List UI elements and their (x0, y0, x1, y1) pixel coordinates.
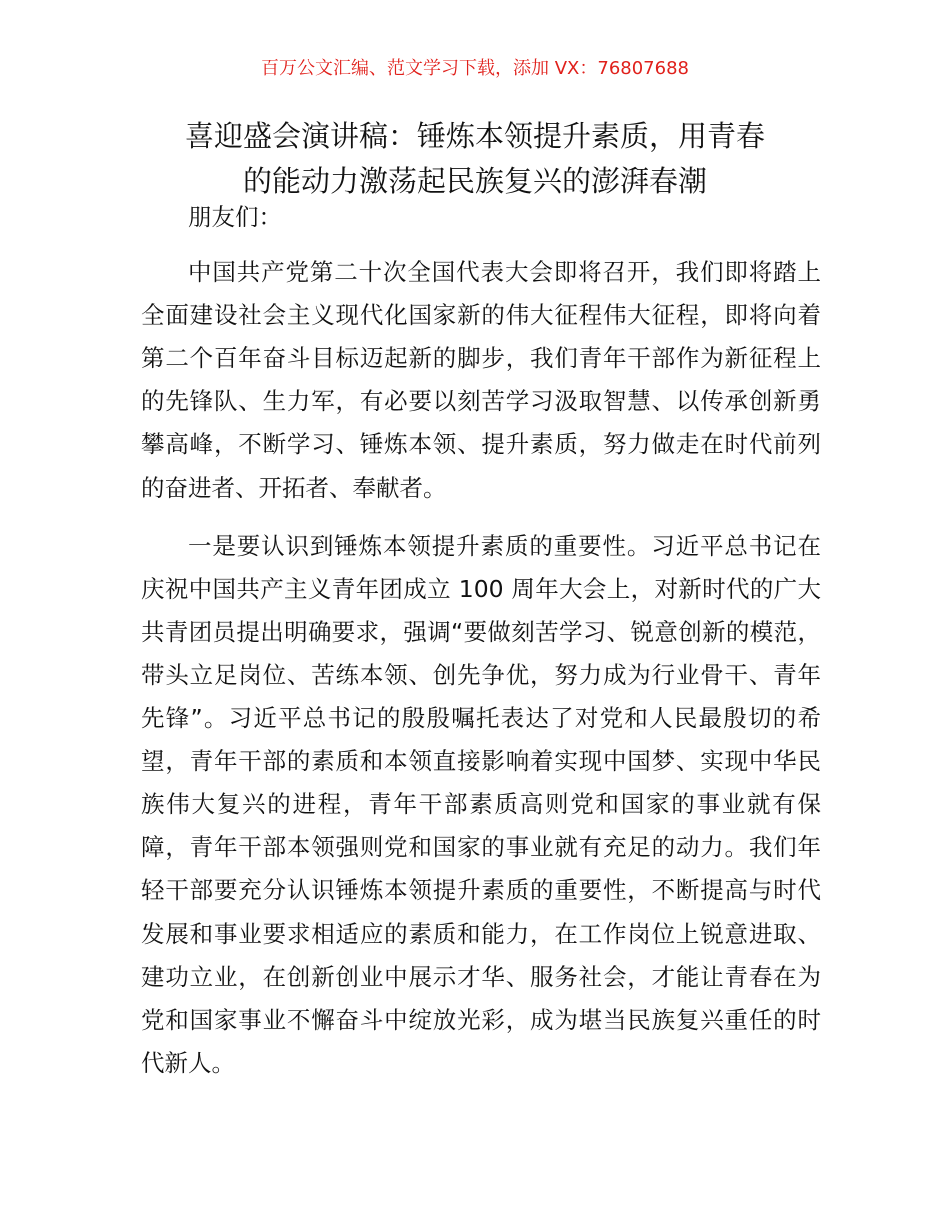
title-line-2: 的能动力激荡起民族复兴的澎湃春潮 (242, 164, 707, 198)
title-line-1: 喜迎盛会演讲稿：锤炼本领提升素质，用青春 (184, 119, 765, 153)
greeting: 朋友们： (188, 203, 282, 231)
paragraph-2: 一是要认识到锤炼本领提升素质的重要性。习近平总书记在庆祝中国共产主义青年团成立 100 周年大会上，对新时代的广大共青团员提出明确要求，强调“要做刻苦学习、锐意创新的模范，带头立足岗位、苦练本领、创先争优，努力成为行业骨干、青年先锋”。习近平总书记的殷殷嘱托表达了对党和人民最殷切的希望，青年干部的素质和本领直接影响着实现中国梦、实现中华民族伟大复兴的进程，青年干部素质高则党和国家的事业就有保障，青年干部本领强则党和国家的事业就有充足的动力。我们年轻干部要充分认识锤炼本领提升素质的重要性，不断提高与时代发展和事业要求相适应的素质和能力，在工作岗位上锐意进取、建功立业，在创新创业中展示才华、服务社会，才能让青春在为党和国家事业不懈奋斗中绽放光彩，成为堪当民族复兴重任的时代新人。 (141, 531, 821, 1077)
document-title (120, 114, 830, 204)
document-body (141, 196, 821, 1085)
paragraph-1: 中国共产党第二十次全国代表大会即将召开，我们即将踏上全面建设社会主义现代化国家新的伟大征程伟大征程，即将向着第二个百年奋斗目标迈起新的脚步，我们青年干部作为新征程上的先锋队、生力军，有必要以刻苦学习汲取智慧、以传承创新勇攀高峰，不断学习、锤炼本领、提升素质，努力做走在时代前列的奋进者、开拓者、奉献者。 (141, 258, 821, 502)
header-watermark-note: 百万公文汇编、范文学习下载，添加 VX：76807688 (261, 58, 689, 79)
